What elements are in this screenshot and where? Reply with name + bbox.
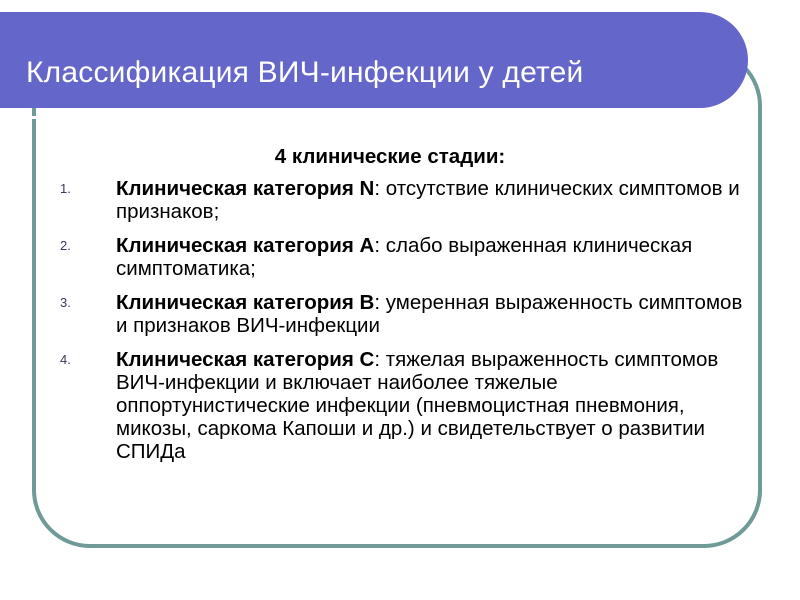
slide-title: Классификация ВИЧ-инфекции у детей xyxy=(26,56,584,89)
category-description: : отсутствие клинических симптомов и признаков; xyxy=(116,177,740,223)
list-item xyxy=(60,177,750,223)
list-item-number: 4. xyxy=(60,352,71,367)
category-description: : тяжелая выраженность симптомов ВИЧ-инфекции и включает наиболее тяжелые оппортунистические инфекции (пневмоцистная пневмония, микозы, саркома Капоши и др.) и свидетельствует о развитии СПИДа xyxy=(116,348,719,463)
title-underline xyxy=(0,116,706,119)
category-label: Клиническая категория B xyxy=(116,291,375,314)
list-item xyxy=(60,234,750,280)
list-item xyxy=(60,291,750,337)
category-label: Клиническая категория C xyxy=(116,348,375,371)
list-item-number: 2. xyxy=(60,238,71,253)
category-description: : умеренная выраженность симптомов и признаков ВИЧ-инфекции xyxy=(116,291,743,337)
list-item-number: 3. xyxy=(60,295,71,310)
category-label: Клиническая категория N xyxy=(116,177,375,200)
slide-body xyxy=(60,145,750,474)
title-bar xyxy=(0,12,748,108)
stages-list xyxy=(60,177,750,463)
category-description: : слабо выраженная клиническая симптоматика; xyxy=(116,234,693,280)
list-item xyxy=(60,348,750,463)
list-item-number: 1. xyxy=(60,181,71,196)
stages-heading: 4 клинические стадии: xyxy=(274,145,506,168)
category-label: Клиническая категория A xyxy=(116,234,375,257)
